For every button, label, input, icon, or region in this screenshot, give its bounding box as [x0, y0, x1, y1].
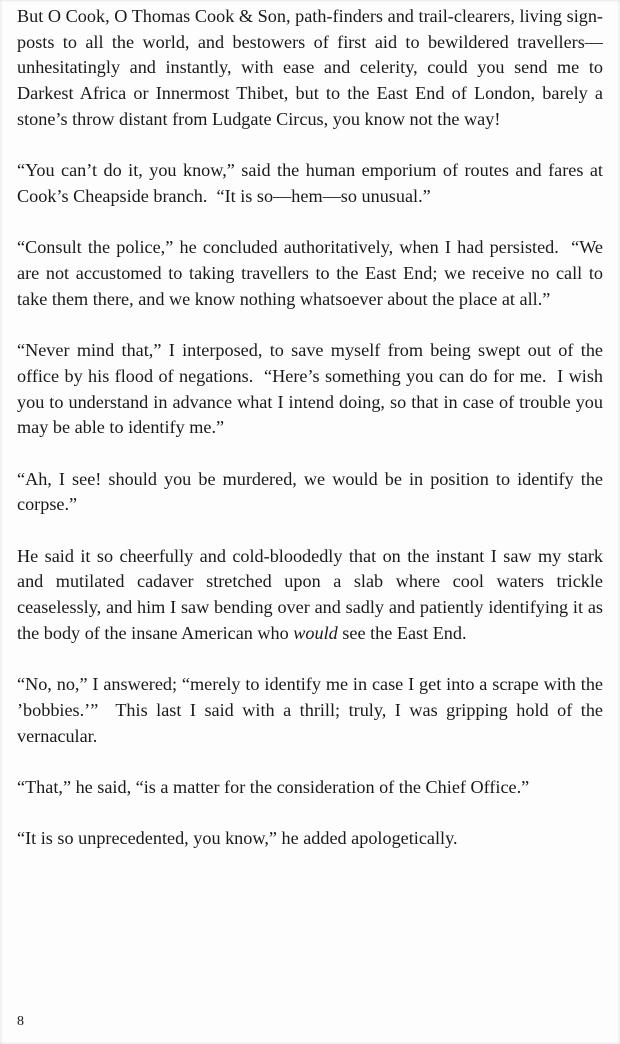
paragraph: “Consult the police,” he concluded authoritatively, when I had persisted. “We are not accustomed to taking travellers to the East End; we receive no call to take them there, and we know nothing whatsoever about the place at all.” [17, 237, 603, 309]
emphasized-word: would [293, 622, 338, 643]
paragraph: “Never mind that,” I interposed, to save myself from being swept out of the office by his flood of negations. “Here’s something you can do for me. I wish you to understand in advance what I intend doing, so that in case of trouble you may be able to identify me.” [17, 340, 603, 438]
paragraph: “You can’t do it, you know,” said the human emporium of routes and fares at Cook’s Cheapside branch. “It is so—hem—so unusual.” [17, 160, 603, 206]
paragraph-text: He said it so cheerfully and cold-bloodedly that on the instant I saw my stark and mutilated cadaver stretched upon a slab where cool waters trickle ceaselessly, and him I saw bending over and sadly and patiently identifying it as the body of the insane American who [17, 545, 603, 643]
paragraph: “That,” he said, “is a matter for the consideration of the Chief Office.” [17, 776, 530, 797]
body-text [17, 4, 603, 852]
page-number: 8 [17, 1014, 24, 1029]
paragraph-with-emphasis [17, 544, 603, 647]
paragraph: “Ah, I see! should you be murdered, we would be in position to identify the corpse.” [17, 468, 603, 515]
paragraph-text: see the East End. [337, 622, 467, 643]
paragraph: “No, no,” I answered; “merely to identify me in case I get into a scrape with the ’bobbies.’” This last I said with a thrill; truly, I was gripping hold of the vernacular. [17, 674, 603, 746]
paragraph: But O Cook, O Thomas Cook & Son, path-finders and trail-clearers, living sign-posts to all the world, and bestowers of first aid to bewildered travellers—unhesitatingly and instantly, with ease and celerity, could you send me to Darkest Africa or Innermost Thibet, but to the East End of London, barely a stone’s throw distant from Ludgate Circus, you know not the way! [17, 6, 603, 129]
paragraph: “It is so unprecedented, you know,” he added apologetically. [17, 828, 458, 849]
